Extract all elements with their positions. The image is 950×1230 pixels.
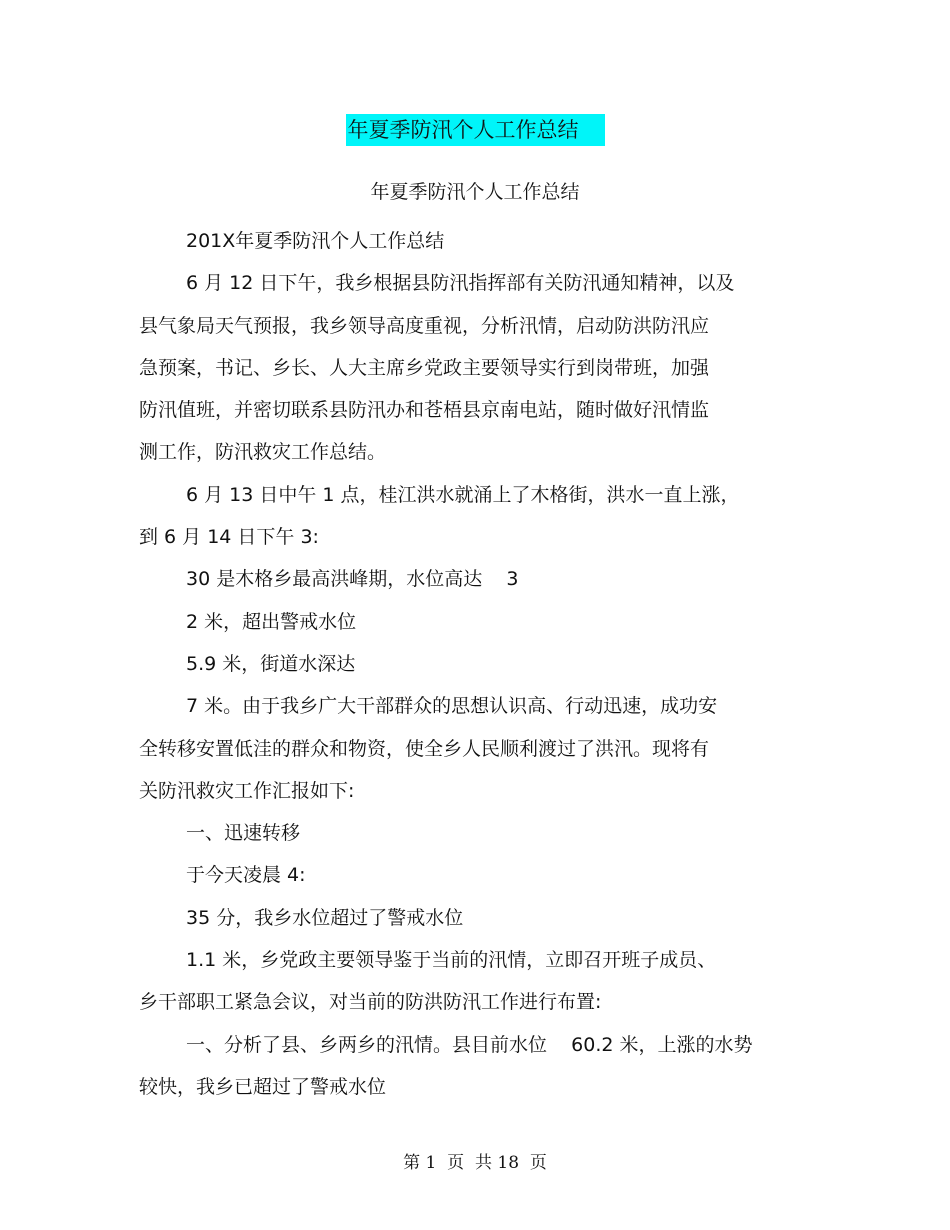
body-line-text: 35 分，我乡水位超过了警戒水位 (186, 906, 464, 929)
body-line-text: 7 米。由于我乡广大干部群众的思想认识高、行动迅速，成功安 (186, 695, 718, 718)
body-line (139, 262, 819, 304)
body-line-text: 较快，我乡已超过了警戒水位 (139, 1075, 387, 1098)
body-line-text: 于今天凌晨 4: (186, 864, 306, 887)
body-line (139, 474, 819, 516)
body-line-text: 乡干部职工紧急会议，对当前的防洪防汛工作进行布置: (139, 991, 602, 1014)
body-line (139, 220, 819, 262)
body-line (139, 728, 819, 770)
body-line (139, 939, 819, 981)
body-line-text: 到 6 月 14 日下午 3: (139, 526, 319, 549)
body-line (139, 897, 819, 939)
body-line-text: 201X年夏季防汛个人工作总结 (186, 230, 445, 252)
body-line-text: 全转移安置低洼的群众和物资，使全乡人民顺利渡过了洪汛。现将有 (139, 737, 710, 760)
document-subtitle: 年夏季防汛个人工作总结 (370, 181, 580, 203)
body-line-text: 2 米，超出警戒水位 (186, 610, 357, 633)
body-line-text: 关防汛救灾工作汇报如下: (139, 779, 355, 802)
body-line-text: 县气象局天气预报，我乡领导高度重视，分析汛情，启动防洪防汛应 (139, 314, 710, 337)
body-line (139, 389, 819, 431)
body-line-text: 6 月 12 日下午，我乡根据县防汛指挥部有关防汛通知精神，以及 (186, 272, 735, 295)
body-line (139, 981, 819, 1023)
body-line-text: 30 是木格乡最高洪峰期，水位高达 3 (186, 568, 519, 591)
body-line-text: 测工作，防汛救灾工作总结。 (139, 441, 387, 464)
body-line (139, 854, 819, 896)
page-footer: 第 1 页 共 18 页 (403, 1153, 547, 1173)
highlighted-title: 年夏季防汛个人工作总结 (346, 114, 605, 146)
body-line (139, 1066, 819, 1108)
body-line-text: 5.9 米，街道水深达 (186, 652, 356, 675)
body-line-text: 一、迅速转移 (186, 822, 301, 845)
document-title (0, 114, 950, 146)
body-line (139, 643, 819, 685)
body-line (139, 1024, 819, 1066)
body-line (139, 305, 819, 347)
body-line (139, 770, 819, 812)
body-line-text: 一、分析了县、乡两乡的汛情。县目前水位 60.2 米，上涨的水势 (186, 1033, 753, 1056)
body-line-text: 急预案，书记、乡长、人大主席乡党政主要领导实行到岗带班，加强 (139, 356, 710, 379)
body-line (139, 558, 819, 600)
body-line (139, 347, 819, 389)
document-body (139, 220, 819, 1108)
body-line (139, 812, 819, 854)
body-line (139, 685, 819, 727)
body-line-text: 1.1 米，乡党政主要领导鉴于当前的汛情，立即召开班子成员、 (186, 949, 717, 972)
body-line-text: 防汛值班，并密切联系县防汛办和苍梧县京南电站，随时做好汛情监 (139, 399, 710, 422)
body-line-text: 6 月 13 日中午 1 点，桂江洪水就涌上了木格街，洪水一直上涨， (186, 483, 740, 506)
body-line (139, 516, 819, 558)
body-line (139, 431, 819, 473)
body-line (139, 601, 819, 643)
